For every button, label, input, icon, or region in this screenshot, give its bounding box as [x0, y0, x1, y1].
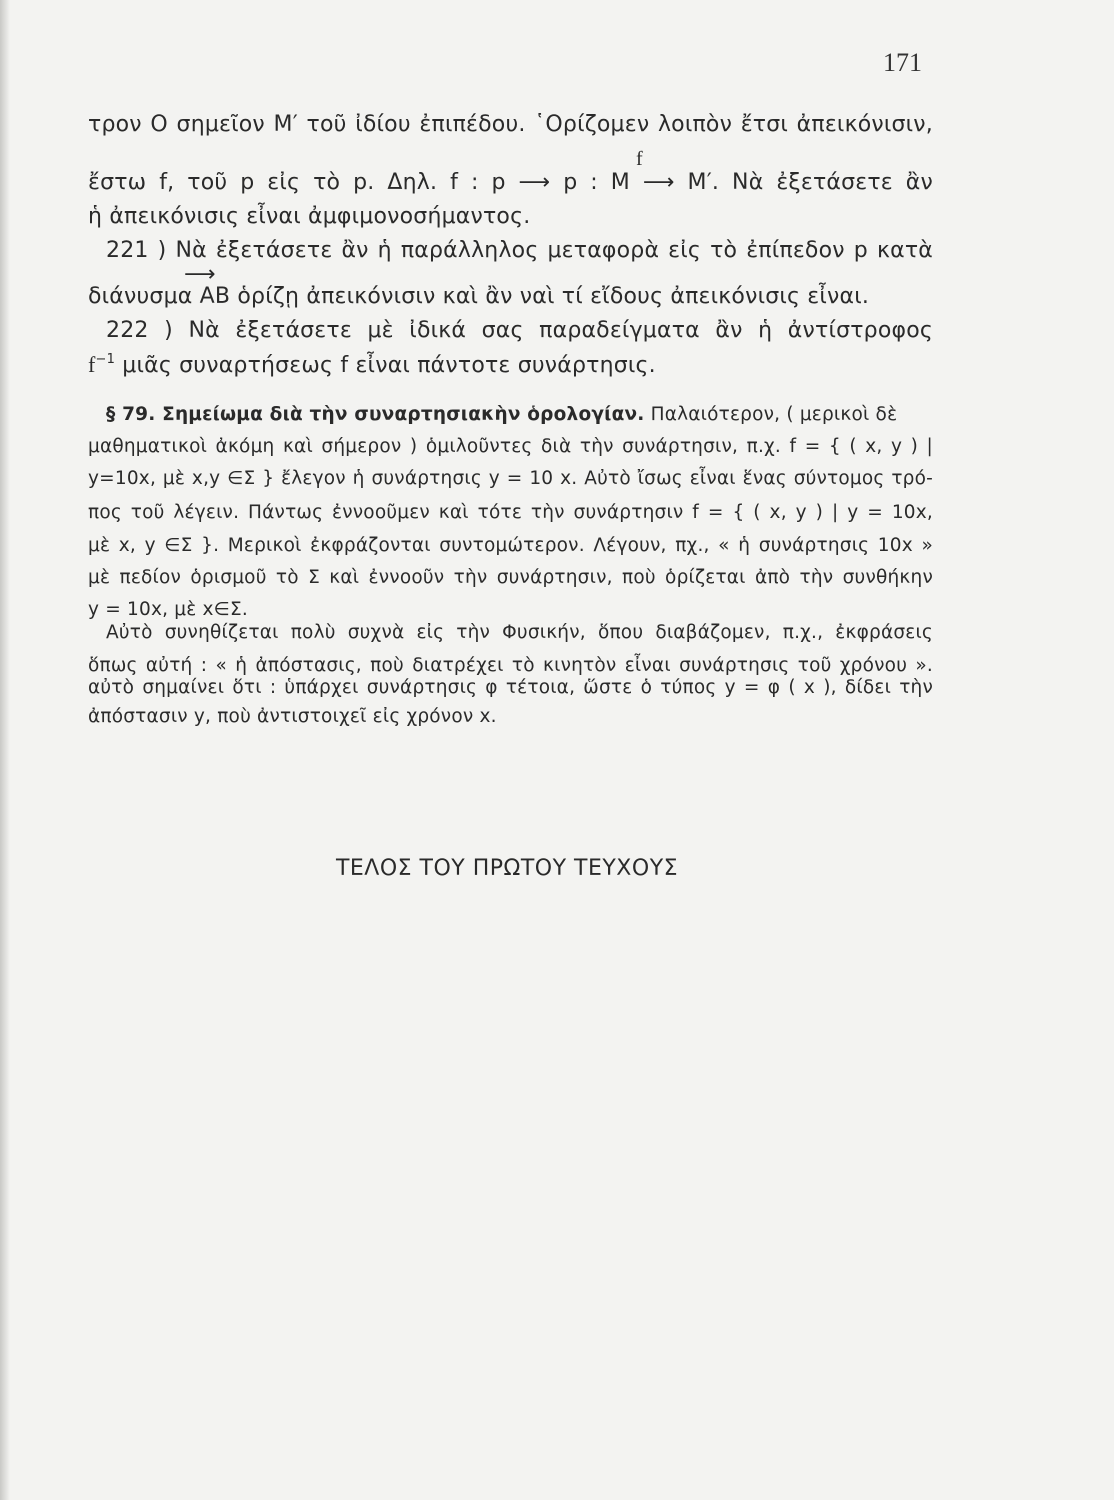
section-line-6: μὲ πεδίον ὁρισμοῦ τὸ Σ καὶ ἐννοοῦν τὴν συνάρτησιν, ποὺ ὁρίζεται ἀπὸ τὴν συνθήκην	[88, 567, 933, 588]
section-line-2: μαθηματικοὶ ἀκόμη καὶ σήμερον ) ὁμιλοῦντες διὰ τὴν συνάρτησιν, π.χ. f = { ( x, y ) |	[88, 436, 933, 457]
text-line-7-rest: μιᾶς συναρτήσεως f εἶναι πάντοτε συνάρτησις.	[115, 353, 656, 378]
map-label-f: f	[636, 148, 643, 170]
text-line-5: διάνυσμα ΑΒ ὁρίζῃ ἀπεικόνισιν καὶ ἂν ναὶ τί εἴδους ἀπεικόνισις εἶναι.	[88, 284, 870, 309]
page-edge-shadow	[0, 0, 10, 1500]
section-line-7: y = 10x, μὲ x∈Σ.	[88, 599, 248, 620]
exercise-221: 221 ) Νὰ ἐξετάσετε ἂν ἡ παράλληλος μεταφορὰ εἰς τὸ ἐπίπεδον p κατὰ	[106, 238, 933, 263]
page-number: 171	[883, 48, 922, 77]
section-79-heading-line	[88, 404, 933, 425]
text-line-3: ἡ ἀπεικόνισις εἶναι ἀμφιμονοσήμαντος.	[88, 204, 531, 229]
section-line-8: Αὐτὸ συνηθίζεται πολὺ συχνὰ εἰς τὴν Φυσικήν, ὅπου διαβάζομεν, π.χ., ἐκφράσεις	[106, 622, 933, 643]
section-line-9: ὅπως αὐτή : « ἡ ἀπόστασις, ποὺ διατρέχει τὸ κινητὸν εἶναι συνάρτησις τοῦ χρόνου ».	[88, 655, 933, 676]
section-line-5: μὲ x, y ∈Σ }. Μερικοὶ ἐκφράζονται συντομώτερον. Λέγουν, πχ., « ἡ συνάρτησις 10x »	[88, 535, 933, 556]
end-of-volume-title: ΤΕΛΟΣ ΤΟΥ ΠΡΩΤΟΥ ΤΕΥΧΟΥΣ	[335, 856, 679, 881]
text-line-7	[88, 352, 933, 378]
section-line-10: αὐτὸ σημαίνει ὅτι : ὑπάρχει συνάρτησις φ τέτοια, ὥστε ὁ τύπος y = φ ( x ), δίδει τὴν	[88, 677, 933, 698]
exercise-222: 222 ) Νὰ ἐξετάσετε μὲ ἰδικά σας παραδείγματα ἂν ἡ ἀντίστροφος	[106, 318, 933, 343]
section-line-3: y=10x, μὲ x,y ∈Σ } ἔλεγον ἡ συνάρτησις y = 10 x. Αὐτὸ ἴσως εἶναι ἕνας σύντομος τρό-	[88, 468, 933, 489]
vector-arrow-icon: ⟶	[184, 262, 216, 287]
text-line-1: τρον Ο σημεῖον Μ′ τοῦ ἰδίου ἐπιπέδου. ῾Ορίζομεν λοιπὸν ἔτσι ἀπεικόνισιν,	[88, 112, 933, 137]
section-line-11: ἀπόστασιν y, ποὺ ἀντιστοιχεῖ εἰς χρόνον x.	[88, 706, 497, 727]
text-line-2: ἔστω f, τοῦ p εἰς τὸ p. Δηλ. f : p ⟶ p : M ⟶ M′. Νὰ ἐξετάσετε ἂν	[88, 170, 933, 195]
inverse-f: f	[88, 352, 96, 377]
section-79-intro: Παλαιότερον, ( μερικοὶ δὲ	[644, 404, 898, 425]
section-line-4: πος τοῦ λέγειν. Πάντως ἐννοοῦμεν καὶ τότε τὴν συνάρτησιν f = { ( x, y ) | y = 10x,	[88, 502, 933, 523]
inverse-exponent: −1	[95, 352, 116, 367]
section-79-heading: § 79. Σημείωμα διὰ τὴν συναρτησιακὴν ὁρολογίαν.	[106, 404, 645, 425]
